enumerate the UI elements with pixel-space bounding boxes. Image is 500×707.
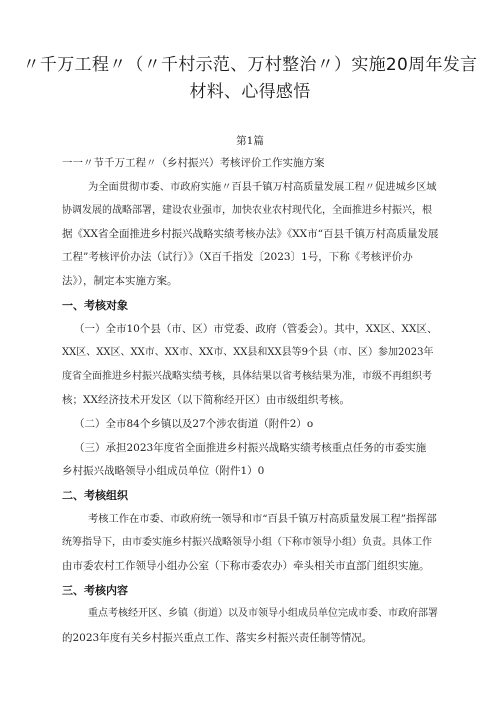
intro-line: 工程”考核评价办法（试行）》（X百千指发〔2023〕1号，下称《考核评价办 xyxy=(62,251,413,263)
title-line-2: 材料、心得感悟 xyxy=(189,82,311,102)
paragraph-line: 由市委农村工作领导小组办公室（下称市委农办）牵头相关市直部门组织实施。 xyxy=(62,560,430,572)
section-subtitle: 一一〃节千万工程〃（乡村振兴）考核评价工作实施方案 xyxy=(62,157,325,169)
intro-line: 据《XX省全面推进乡村振兴战略实绩考核办法》《XX市“百县千镇万村高质量发展 xyxy=(62,228,439,240)
paragraph-line: 的2023年度有关乡村振兴重点工作、落实乡村振兴责任制等情况。 xyxy=(62,632,373,644)
paragraph-line: 度省全面推进乡村振兴战略实绩考核，具体结果以省考核结果为准，市级不再组织考 xyxy=(62,371,432,382)
paragraph-line: 统筹指导下，由市委实施乡村振兴战略领导小组（下称市领导小组）负责。具体工作 xyxy=(62,537,432,548)
section-heading-content: 三、考核内容 xyxy=(62,584,128,597)
paragraph-line: 核；XX经济技术开发区（以下简称经开区）由市级组织考核。 xyxy=(62,394,350,406)
title-line-1: 〃千万工程〃（〃千村示范、万村整治〃）实施20周年发言 xyxy=(22,55,478,75)
paragraph-line: XX区、XX区、XX市、XX市、XX市、XX县和XX县等9个县（市、区）参加2023年 xyxy=(62,347,434,358)
section-heading-organization: 二、考核组织 xyxy=(62,489,128,502)
section-heading-targets: 一、考核对象 xyxy=(62,299,128,312)
paragraph-line: 考核工作在市委、市政府统一领导和市“百县千镇万村高质量发展工程”指挥部 xyxy=(88,513,437,525)
intro-line: 协调发展的战略部署，建设农业强市，加快农业农村现代化，全面推进乡村振兴，根 xyxy=(62,205,432,216)
document-title xyxy=(20,52,480,106)
paragraph-line: （三）承担2023年度省全面推进乡村振兴战略实绩考核重点任务的市委实施 xyxy=(74,442,427,454)
paragraph-line: 乡村振兴战略领导小组成员单位（附件1）0 xyxy=(62,465,265,477)
paragraph-line: （一）全市10个县（市、区）市党委、政府（管委会）。其中，XX区、XX区、 xyxy=(74,323,438,335)
paragraph-line: （二）全市84个乡镇以及27个涉农街道（附件2）o xyxy=(74,418,314,430)
intro-line: 法》），制定本实施方案。 xyxy=(62,275,178,287)
chapter-label: 第1篇 xyxy=(236,135,264,147)
paragraph-line: 重点考核经开区、乡镇（街道）以及市领导小组成员单位完成市委、市政府部署 xyxy=(88,608,438,619)
intro-line: 为全面贯彻市委、市政府实施〃百县千镇万村高质量发展工程〃促进城乡区域 xyxy=(88,181,437,193)
